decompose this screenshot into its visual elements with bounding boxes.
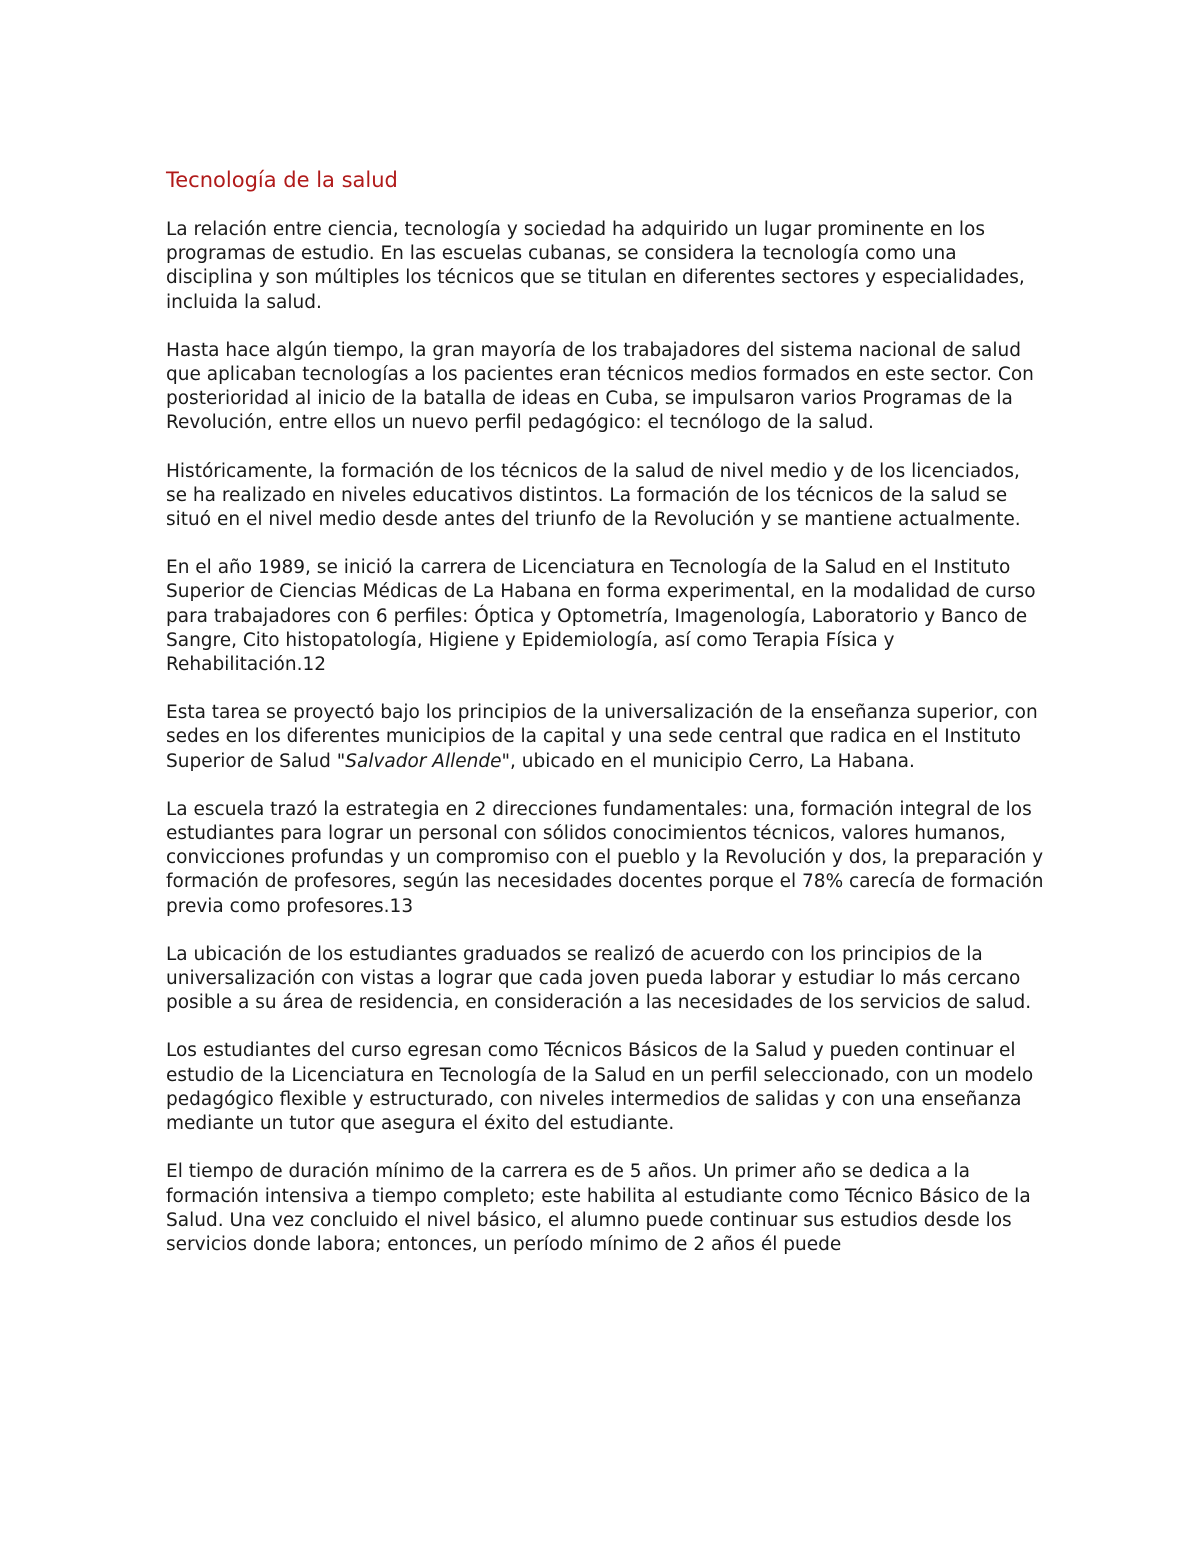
paragraph-8: Los estudiantes del curso egresan como Técnicos Básicos de la Salud y pueden continuar el estudio de la Licenciatura en Tecnología de la Salud en un perfil seleccionado, con un modelo pedagógico flexible y estructurado, con niveles intermedios de salidas y con una enseñanza mediante un tutor que asegura el éxito del estudiante. (166, 1040, 1034, 1135)
document-page (166, 166, 1046, 1281)
page-title: Tecnología de la salud (166, 168, 398, 192)
paragraph-5-text-after: ", ubicado en el municipio Cerro, La Habana. (501, 750, 915, 772)
paragraph-9: El tiempo de duración mínimo de la carrera es de 5 años. Un primer año se dedica a la formación intensiva a tiempo completo; este habilita al estudiante como Técnico Básico de la Salud. Una vez concluido el nivel básico, el alumno puede continuar sus estudios desde los servicios donde labora; entonces, un período mínimo de 2 años él puede (166, 1161, 1031, 1255)
paragraph-5 (166, 701, 1046, 774)
paragraph-3: Históricamente, la formación de los técnicos de la salud de nivel medio y de los licenciados, se ha realizado en niveles educativos distintos. La formación de los técnicos de la salud se situó en el nivel medio desde antes del triunfo de la Revolución y se mantiene actualmente. (166, 460, 1021, 531)
paragraph-7: La ubicación de los estudiantes graduados se realizó de acuerdo con los principios de la universalización con vistas a lograr que cada joven pueda laborar y estudiar lo más cercano posible a su área de residencia, en consideración a las necesidades de los servicios de salud. (166, 943, 1032, 1014)
paragraph-5-italic-name: Salvador Allende (345, 750, 502, 772)
paragraph-2: Hasta hace algún tiempo, la gran mayoría de los trabajadores del sistema nacional de salud que aplicaban tecnologías a los pacientes eran técnicos medios formados en este sector. Con posterioridad al inicio de la batalla de ideas en Cuba, se impulsaron varios Programas de la Revolución, entre ellos un nuevo perfil pedagógico: el tecnólogo de la salud. (166, 339, 1034, 434)
paragraph-4: En el año 1989, se inició la carrera de Licenciatura en Tecnología de la Salud en el Instituto Superior de Ciencias Médicas de La Habana en forma experimental, en la modalidad de curso para trabajadores con 6 perfiles: Óptica y Optometría, Imagenología, Laboratorio y Banco de Sangre, Cito histopatología, Higiene y Epidemiología, así como Terapia Física y Rehabilitación.12 (166, 557, 1036, 676)
paragraph-1: La relación entre ciencia, tecnología y sociedad ha adquirido un lugar prominente en los programas de estudio. En las escuelas cubanas, se considera la tecnología como una disciplina y son múltiples los técnicos que se titulan en diferentes sectores y especialidades, incluida la salud. (166, 219, 1025, 313)
paragraph-6: La escuela trazó la estrategia en 2 direcciones fundamentales: una, formación integral de los estudiantes para lograr un personal con sólidos conocimientos técnicos, valores humanos, convicciones profundas y un compromiso con el pueblo y la Revolución y dos, la preparación y formación de profesores, según las necesidades docentes porque el 78% carecía de formación previa como profesores.13 (166, 798, 1044, 917)
paragraph-5-text-before: Esta tarea se proyectó bajo los principios de la universalización de la enseñanza superior, con sedes en los diferentes municipios de la capital y una sede central que radica en el Instituto Superior de Salud " (166, 702, 1038, 772)
